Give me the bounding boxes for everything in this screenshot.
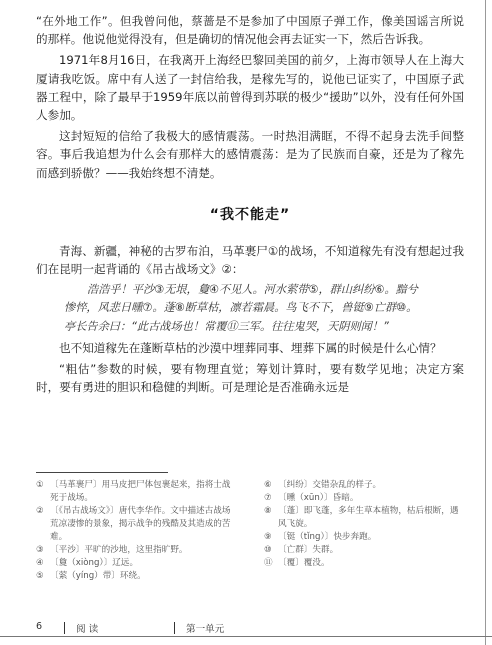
footnote: ⑦ 〔曛（xūn）〕昏暗。 — [264, 493, 359, 503]
page-right-edge — [485, 0, 486, 645]
footnote: ② 〔《吊古战场文》〕唐代李华作。文中描述古战场荒凉凄惨的景象，揭示战争的残酷及其造成的苦难。 — [36, 506, 231, 542]
main-text — [36, 12, 464, 396]
book-name: 阅 读 — [76, 624, 99, 635]
footnote: ④ 〔敻（xiòng）〕辽远。 — [36, 558, 139, 568]
paragraph: 这封短短的信给了我极大的感情震荡。一时热泪满眶，不得不起身去洗手间整容。事后我追想为什么会有那样大的感情震荡：是为了民族而自豪，还是为了稼先而感到骄傲？——我始终想不清楚。 — [36, 129, 464, 180]
footer-divider — [64, 622, 65, 634]
footnote: ⑧ 〔蓬〕即飞蓬，多年生草本植物，枯后根断，遇风飞旋。 — [264, 506, 459, 529]
footnote: ⑩ 〔亡群〕失群。 — [264, 545, 339, 555]
section-title: “我不能走” — [209, 206, 291, 223]
footnotes — [36, 479, 464, 583]
footnotes-right-column — [264, 479, 464, 583]
footnote: ⑥ 〔纠纷〕交错杂乱的样子。 — [264, 480, 382, 490]
page-bottom-edge — [0, 636, 492, 637]
footnote: ① 〔马革裹尸〕用马皮把尸体包裹起来，指将士战死于战场。 — [36, 480, 231, 503]
top-paragraphs — [36, 12, 464, 182]
poem-line: 浩浩乎！平沙③无垠，敻④不见人。河水萦带⑤，群山纠纷⑥。黯兮 — [87, 283, 418, 297]
paragraph: 1971年8月16日，在我离开上海经巴黎回美国的前夕，上海市领导人在上海大厦请我吃饭。席中有人送了一封信给我，是稼先写的，说他已证实了，中国原子武器工程中，除了最早于1959年底以前曾得到苏联的极少“援助”以外，没有任何外国人参加。 — [36, 53, 464, 123]
paragraph: “粗估”参数的时候，要有物理直觉；筹划计算时，要有数学见地；决定方案时，要有勇进的胆识和稳健的判断。可是理论是否准确永远是 — [36, 362, 464, 395]
footnote: ③ 〔平沙〕平旷的沙地，这里指旷野。 — [36, 545, 188, 555]
paragraph: 也不知道稼先在蓬断草枯的沙漠中埋葬同事、埋葬下属的时候是什么心情？ — [59, 340, 442, 355]
footnote-rule — [36, 472, 168, 473]
footer-divider — [174, 622, 175, 634]
page-footer — [36, 621, 456, 635]
footnote: ⑤ 〔萦（yíng）带〕环绕。 — [36, 571, 146, 581]
poem-line: 惨悴，风悲日曛⑦。蓬⑧断草枯，凛若霜晨。鸟飞不下，兽铤⑨亡群⑩。 — [64, 301, 418, 315]
footnote: ⑨ 〔铤（tǐng）〕快步奔跑。 — [264, 532, 377, 542]
page-number: 6 — [36, 621, 43, 632]
paragraph: “在外地工作”。但我曾问他，蔡蔷是不是参加了中国原子弹工作，像美国谣言所说的那样。他说他觉得没有，但是确切的情况他会再去证实一下，然后告诉我。 — [36, 14, 464, 47]
poem-line: 亭长告余曰：“此古战场也！常覆⑪三军。往往鬼哭，天阴则闻！” — [64, 319, 389, 333]
footnote: ⑪ 〔覆〕覆没。 — [264, 558, 330, 568]
unit-name: 第一单元 — [186, 624, 225, 635]
footnotes-left-column — [36, 479, 236, 583]
paragraph: 青海、新疆，神秘的古罗布泊，马革裹尸①的战场，不知道稼先有没有想起过我们在昆明一起背诵的《吊古战场文》②： — [36, 243, 464, 277]
